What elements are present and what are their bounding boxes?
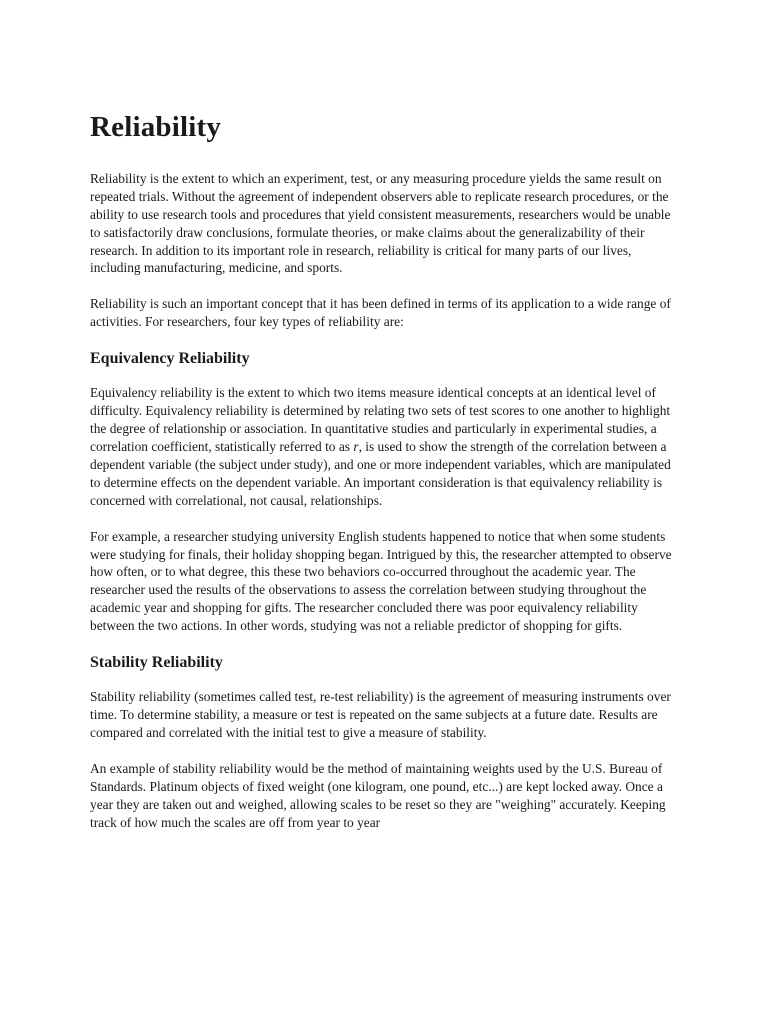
equivalency-paragraph-2: For example, a researcher studying university English students happened to notice that when some students were studying for finals, their holiday shopping began. Intrigued by this, the researcher attempted to observe how often, or to what degree, this these two behaviors co-occurred throughout the academic year. The researcher used the results of the observations to assess the correlation between studying throughout the academic year and shopping for gifts. The researcher concluded there was poor equivalency reliability between the two actions. In other words, studying was not a reliable predictor of shopping for gifts. xyxy=(90,528,672,634)
section-heading-stability: Stability Reliability xyxy=(90,654,223,672)
correlation-symbol: r xyxy=(353,439,359,455)
page-title: Reliability xyxy=(90,111,222,143)
document-page xyxy=(90,112,680,850)
stability-paragraph-1: Stability reliability (sometimes called test, re-test reliability) is the agreement of measuring instruments over time. To determine stability, a measure or test is repeated on the same subjects at a future date. Results are compared and correlated with the initial test to give a measure of stability. xyxy=(90,689,671,741)
stability-paragraph-2: An example of stability reliability would be the method of maintaining weights used by the U.S. Bureau of Standards. Platinum objects of fixed weight (one kilogram, one pound, etc...) are kept locked away. Once a year they are taken out and weighed, allowing scales to be reset so they are "weighing" accurately. Keeping track of how much the scales are off from year to year xyxy=(90,761,666,830)
section-heading-equivalency: Equivalency Reliability xyxy=(90,350,250,368)
intro-paragraph-1: Reliability is the extent to which an experiment, test, or any measuring procedure yields the same result on repeated trials. Without the agreement of independent observers able to replicate research procedures, or the ability to use research tools and procedures that yield consistent measurements, researchers would be unable to satisfactorily draw conclusions, formulate theories, or make claims about the generalizability of their research. In addition to its important role in research, reliability is critical for many parts of our lives, including manufacturing, medicine, and sports. xyxy=(90,170,671,276)
intro-paragraph-2: Reliability is such an important concept that it has been defined in terms of its application to a wide range of activities. For researchers, four key types of reliability are: xyxy=(90,296,671,330)
equivalency-paragraph-1 xyxy=(90,384,680,509)
equivalency-paragraph-1-part-b: , is used to show the strength of the correlation between a dependent variable (the subject under study), and one or more independent variables, which are manipulated to determine effects on the dependent variable. An important consideration is that equivalency reliability is concerned with correlational, not causal, relationships. xyxy=(90,439,671,508)
equivalency-paragraph-1-part-a: Equivalency reliability is the extent to which two items measure identical concepts at an identical level of difficulty. Equivalency reliability is determined by relating two sets of test scores to one another to highlight the degree of relationship or association. In quantitative studies and particularly in experimental studies, a correlation coefficient, statistically referred to as xyxy=(90,385,671,455)
